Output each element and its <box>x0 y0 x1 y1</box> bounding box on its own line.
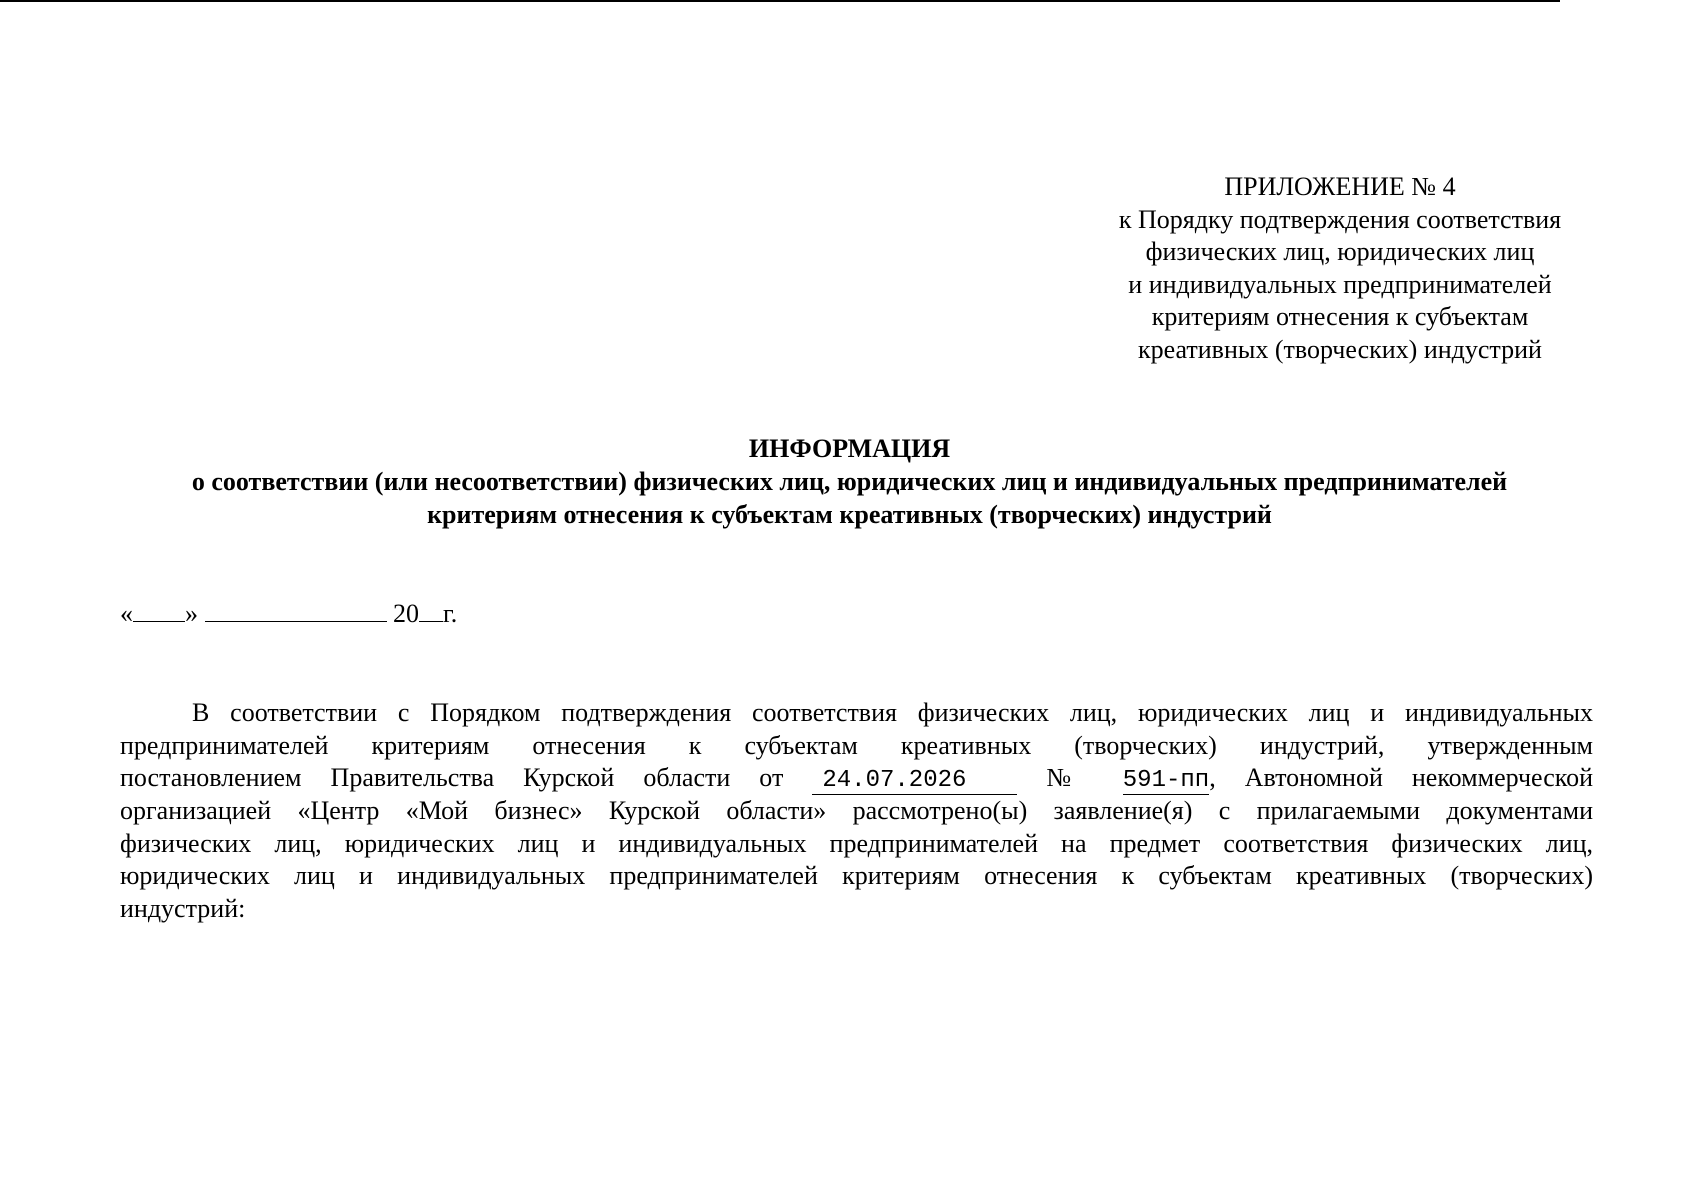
body-line-text: , Автономной некоммерческой <box>1209 763 1593 793</box>
resolution-number-field: 591-пп <box>1122 767 1210 795</box>
appendix-line: к Порядку подтверждения соответствия <box>1118 204 1562 234</box>
year-prefix: 20 <box>393 599 419 628</box>
document-title: ИНФОРМАЦИЯ <box>748 434 951 463</box>
appendix-header <box>1075 171 1605 367</box>
document-subtitle-line: о соответствии (или несоответствии) физических лиц, юридических лиц и индивидуальных предпринимателей <box>191 467 1508 496</box>
year-suffix: г. <box>443 599 458 628</box>
close-quote: » <box>185 599 198 628</box>
body-line: организацией «Центр «Мой бизнес» Курской области» рассмотрено(ы) заявление(я) с прилагаемыми документами <box>120 796 1593 826</box>
month-blank <box>205 597 387 622</box>
body-line: В соответствии с Порядком подтверждения соответствия физических лиц, юридических лиц и индивидуальных <box>192 698 1593 727</box>
number-sign: № <box>1046 763 1094 793</box>
body-line-text: постановлением Правительства Курской области от <box>120 763 784 793</box>
day-blank <box>133 597 185 622</box>
appendix-line: и индивидуальных предпринимателей <box>1128 269 1552 299</box>
document-heading <box>0 433 1699 531</box>
body-line: индустрий: <box>120 893 246 923</box>
year-blank <box>419 597 443 622</box>
body-line: физических лиц, юридических лиц и индивидуальных предпринимателей на предмет соответствия физических лиц, <box>120 828 1593 858</box>
body-line: юридических лиц и индивидуальных предпринимателей критериям отнесения к субъектам креативных (творческих) <box>120 861 1593 891</box>
top-border-line <box>0 0 1560 2</box>
open-quote: « <box>120 599 133 628</box>
date-field-line <box>120 597 457 630</box>
appendix-line: физических лиц, юридических лиц <box>1145 237 1535 267</box>
appendix-line: креативных (творческих) индустрий <box>1138 334 1542 364</box>
resolution-date-field: 24.07.2026 <box>812 768 1017 795</box>
appendix-line: критериям отнесения к субъектам <box>1151 302 1529 332</box>
body-paragraph <box>120 697 1593 926</box>
appendix-line: ПРИЛОЖЕНИЕ № 4 <box>1224 172 1456 201</box>
document-subtitle-line: критериям отнесения к субъектам креативных (творческих) индустрий <box>427 500 1272 529</box>
body-line-resolution <box>120 762 1593 795</box>
body-line: предпринимателей критериям отнесения к субъектам креативных (творческих) индустрий, утвержденным <box>120 730 1593 760</box>
